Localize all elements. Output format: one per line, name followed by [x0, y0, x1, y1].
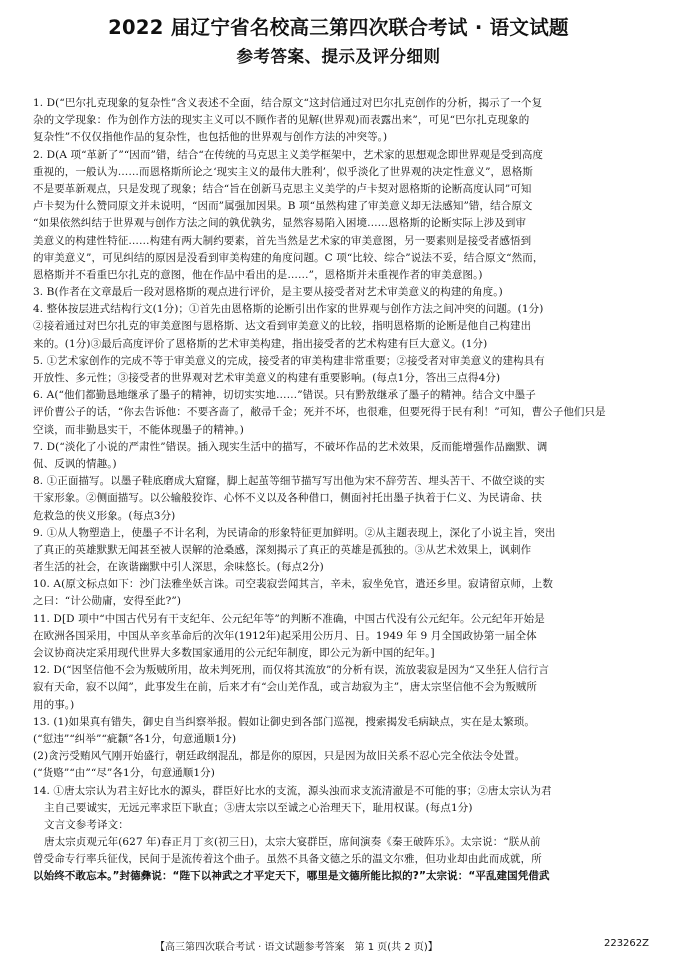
text-line: 1. D(“巴尔扎克现象的复杂性”含义表述不全面，结合原文“这封信通过对巴尔扎克创作的分析，揭示了一个复	[33, 97, 543, 109]
text-line: 13. (1)如果真有错失，御史自当纠察举报。假如让御史到各部门巡视，搜索揭发毛病缺点，实在是太繁琐。	[33, 715, 536, 728]
text-line: (2)贪污受贿风气刚开始盛行，朝廷政纲混乱，都是你的原因，只是因为故旧关系不忍心完全依法令处置。	[33, 750, 526, 763]
text-line: 7. D(“淡化了小说的严肃性”错误。插入现实生活中的描写，不破坏作品的艺术效果，反而能增强作品幽默、调	[33, 440, 548, 453]
footer-page-info: 【高三第四次联合考试 · 语文试题参考答案 第 1 页(共 2 页)】	[155, 942, 438, 953]
text-line: 6. A(“他们都勤恳地继承了墨子的精神，切切实实地……”错误。只有黔敖继承了墨子的精神。结合文中墨子	[33, 389, 536, 402]
text-line: 8. ①正面描写。以墨子鞋底磨成大窟窿，脚上起茧等细节描写写出他为宋不辞劳苦、埋头苦干、不做空谈的实	[33, 475, 545, 488]
text-line: 9. ①从人物塑造上，使墨子不计名利，为民请命的形象特征更加鲜明。②从主题表现上，深化了小说主旨，突出	[33, 526, 556, 539]
text-line: 4. 整体按层进式结构行文(1分)；①首先由恩格斯的论断引出作家的世界观与创作方法之间冲突的问题。(1分)	[33, 303, 544, 316]
text-line: 寂有天命，寂不以闻”，此事发生在前，后来才有“会山羌作乱，或言劫寂为主”，唐太宗坚信他不会为叛贼所	[33, 681, 538, 694]
text-line: 文言文参考译文：	[44, 818, 129, 831]
text-line: (“愆违”“纠举”“疵颣”各1分，句意通顺1分)	[33, 732, 237, 745]
text-line: 干家形象。②侧面描写。以公输般狡诈、心怀不义以及各种借口，侧面衬托出墨子执着于仁义、为民请命、扶	[33, 492, 542, 505]
text-line: 重视的，一般认为……而恩格斯所论之‘现实主义的最伟大胜利’，似乎淡化了世界观的决定性意义”，恩格斯	[33, 165, 533, 178]
document-title: 2022 届辽宁省名校高三第四次联合考试 · 语文试题	[108, 16, 569, 39]
text-line: ②接着通过对巴尔扎克的审美意图与恩格斯、达文看到审美意义的比较，指明恩格斯的论断是他自己构建出	[33, 320, 532, 333]
text-line: 来的。(1分)③最后高度评价了恩格斯的艺术审美构建，指出接受者的艺术构建有巨大意义。(1分)	[33, 337, 488, 350]
text-line: 者生活的社会，在诙谐幽默中引人深思，余味悠长。(每点2分)	[33, 561, 324, 574]
text-line: 侃、反讽的情趣。)	[33, 457, 117, 470]
page-footer	[0, 938, 677, 954]
text-line: 美意义的构建性特征……构建有两大制约要素，首先当然是艺术家的审美意图，另一要素则是接受者感悟到	[33, 234, 532, 247]
text-line: 14. ①唐太宗认为君主好比水的源头，群臣好比水的支流，源头浊而求支流清澈是不可能的事；②唐太宗认为君	[33, 784, 552, 797]
text-line: 复杂性”不仅仅指他作品的复杂性，也包括他的世界观与创作方法的冲突等。)	[33, 131, 388, 144]
text-line: 危救急的侠义形象。(每点3分)	[33, 509, 176, 522]
text-line: 恩格斯并不看重巴尔扎克的意图，他在作品中看出的是……”，恩格斯并未重视作者的审美意图。)	[33, 268, 483, 281]
text-line: 3. B(作者在文章最后一段对恩格斯的观点进行评价，是主要从接受者对艺术审美意义的构建的角度。)	[33, 286, 503, 299]
section-heading: 以始终不敢忘本。”封德彝说：“陛下以神武之才平定天下，哪里是文德所能比拟的?”太宗说：“平乱建国凭借武	[33, 870, 550, 883]
text-line: 2. D(A 项“革新了”“因而”错，结合“在传统的马克思主义美学框架中，艺术家的思想观念即世界观是受到高度	[33, 148, 544, 161]
text-line: 卢卡契为什么赞同原文并未说明，“因而”属强加因果。B 项“虽然构建了审美意义却无法感知”错，结合原文	[33, 200, 533, 213]
text-line: 会议协商决定采用现代世界大多数国家通用的公元纪年制度，即公元为新中国的纪年。]	[33, 647, 435, 659]
footer-exam-code: 223262Z	[603, 938, 649, 949]
text-line: 在欧洲各国采用，中国从辛亥革命后的次年(1912年)起采用公历月、日。1949 年 9 月全国政协第一届全体	[33, 629, 537, 642]
text-line: 用的事。)	[33, 698, 75, 711]
text-line: 空谈，而非勤恳实干，不能体现墨子的精神。)	[33, 423, 244, 436]
text-line: 10. A(原文标点如下：沙门法雅坐妖言诛。司空裴寂尝闻其言，辛未，寂坐免官，遣还乡里。寂请留京师，上数	[33, 578, 553, 591]
text-line: 12. D(“因坚信他不会为叛贼所用，故未判死刑，而仅将其流放”的分析有误，流放裴寂是因为“又坐狂人信行言	[33, 664, 549, 677]
text-line: 的审美意义”，可见纠结的原因是没看到审美构建的角度问题。C 项“比较、综合”说法不妥，结合原文“然而，	[33, 251, 544, 264]
text-line: (“货赂”“由”“尽”各1分，句意通顺1分)	[33, 767, 215, 780]
text-line: 唐太宗贞观元年(627 年)春正月丁亥(初三日)，太宗大宴群臣，席间演奏《秦王破阵乐》。太宗说：“朕从前	[44, 836, 541, 849]
text-line: 开放性、多元性；③接受者的世界观对艺术审美意义的构建有重要影响。(每点1分，答出三点得4分)	[33, 372, 501, 384]
text-line: 杂的文学现象：作为创作方法的现实主义可以不顾作者的见解(世界观)而表露出来”，可见“巴尔扎克现象的	[33, 114, 530, 127]
text-line: 评价曹公子的话，“你去告诉他：不要吝啬了，敝帚千金；死并不坏，也很难，但要死得于民有利！”可知，曹公子他们只是	[33, 406, 606, 419]
text-line: 不是要革新观点，只是发现了现象；结合“旨在创新马克思主义美学的卢卡契对恩格斯的论断高度认同”可知	[33, 182, 532, 195]
text-line: 5. ①艺术家创作的完成不等于审美意义的完成，接受者的审美构建非常重要；②接受者对审美意义的建构具有	[33, 354, 545, 367]
text-line: “如果依然纠结于世界观与创作方法之间的孰优孰劣，显然容易陷入困境……恩格斯的论断实际上涉及到审	[33, 217, 527, 230]
text-line: 主自己要诚实，无远元率求臣下耿直；③唐太宗以至诚之心治理天下，耻用权谋。(每点1分)	[44, 801, 473, 814]
text-line: 之曰：“计公勋庸，安得至此?”)	[33, 595, 182, 608]
document-subtitle: 参考答案、提示及评分细则	[236, 47, 441, 66]
answer-body	[33, 95, 647, 886]
text-line: 了真正的英雄默默无闻甚至被人误解的沧桑感，深刻揭示了真正的英雄是孤独的。③从艺术效果上，讽刺作	[33, 543, 532, 556]
text-line: 曾受命专行率兵征伐，民间于是流传着这个曲子。虽然不具备文德之乐的温文尔雅，但功业却由此而成就，所	[33, 853, 542, 866]
text-line: 11. D[D 项中“中国古代另有干支纪年、公元纪年等”的判断不准确，中国古代没有公元纪年。公元纪年开始是	[33, 612, 545, 625]
